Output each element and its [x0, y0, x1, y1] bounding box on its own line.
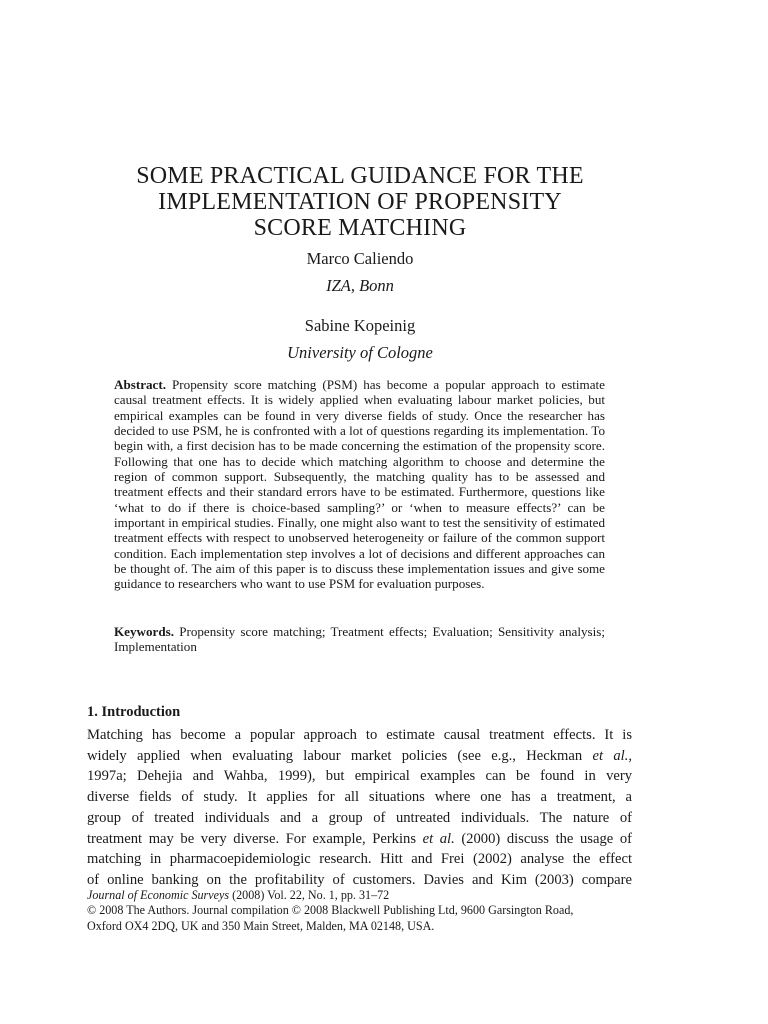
abstract-text: Propensity score matching (PSM) has become a popular approach to estimate causal treatment effects. It is widely applied when evaluating labour market policies, but empirical examples can be found in very diverse fields of study. Once the researcher has decided to use PSM, he is confronted with a lot of questions regarding its implementation. To begin with, a first decision has to be made concerning the estimation of the propensity score. Following that one has to decide which matching algorithm to choose and determine the region of common support. Subsequently, the matching quality has to be assessed and treatment effects and their standard errors have to be estimated. Furthermore, questions like ‘what to do if there is choice-based sampling?’ or ‘when to measure effects?’ can be important in empirical studies. Finally, one might also want to test the sensitivity of estimated treatment effects with respect to unobserved heterogeneity or failure of the common support condition. Each implementation step involves a lot of decisions and different approaches can be thought of. The aim of this paper is to discuss these implementation issues and give some guidance to researchers who want to use PSM for evaluation purposes. — [114, 377, 605, 592]
title-line-2: IMPLEMENTATION OF PROPENSITY — [158, 189, 562, 215]
intro-italic-text: et al. — [592, 747, 629, 764]
intro-line — [87, 787, 632, 808]
keywords-text: Propensity score matching; Treatment effects; Evaluation; Sensitivity analysis; Implementation — [114, 624, 605, 655]
keywords — [114, 624, 605, 655]
intro-italic-text: et al. — [422, 830, 455, 847]
section-heading: 1. Introduction — [87, 704, 181, 720]
publisher-address: Oxford OX4 2DQ, UK and 350 Main Street, Malden, MA 02148, USA. — [87, 918, 435, 933]
intro-text: (2000) discuss the usage of — [454, 830, 632, 847]
author-name: Marco Caliendo — [306, 249, 414, 268]
intro-text: Matching has become a popular approach to estimate causal treatment effects. It is — [87, 727, 632, 743]
intro-line — [87, 829, 632, 850]
intro-line — [87, 808, 632, 829]
title-line-1: SOME PRACTICAL GUIDANCE FOR THE — [136, 163, 584, 189]
paper-title — [60, 163, 660, 241]
author-name: Sabine Kopeinig — [304, 316, 416, 335]
copyright-line: © 2008 The Authors. Journal compilation © 2008 Blackwell Publishing Ltd, 9600 Garsington Road, — [87, 903, 574, 918]
journal-volume: (2008) Vol. 22, No. 1, pp. 31–72 — [229, 888, 390, 902]
intro-text: 1997a; Dehejia and Wahba, 1999), but empirical examples can be found in very — [87, 768, 632, 785]
intro-text: group of treated individuals and a group of untreated individuals. The nature of — [87, 809, 632, 826]
intro-text: , — [628, 747, 632, 764]
author-affiliation: IZA, Bonn — [326, 276, 394, 295]
title-line-3: SCORE MATCHING — [253, 215, 467, 241]
intro-line — [87, 849, 632, 870]
intro-line — [87, 725, 632, 746]
author-affiliation: University of Cologne — [287, 343, 433, 362]
abstract — [114, 377, 605, 592]
journal-citation — [87, 888, 647, 903]
journal-name: Journal of Economic Surveys — [87, 888, 230, 902]
intro-text: widely applied when evaluating labour market policies (see e.g., Heckman — [87, 747, 593, 764]
intro-text: matching in pharmacoepidemiologic research. Hitt and Frei (2002) analyse the effect — [87, 851, 632, 868]
journal-footer — [87, 888, 647, 934]
introduction-paragraph — [87, 725, 632, 891]
intro-line — [87, 746, 632, 767]
intro-text: of online banking on the profitability of customers. Davies and Kim (2003) compare — [87, 871, 632, 888]
intro-text: diverse fields of study. It applies for all situations where one has a treatment, a — [87, 789, 632, 806]
intro-line — [87, 766, 632, 787]
intro-text: treatment may be very diverse. For example, Perkins — [87, 830, 423, 847]
keywords-label: Keywords. — [114, 624, 175, 639]
abstract-label: Abstract. — [114, 377, 166, 392]
